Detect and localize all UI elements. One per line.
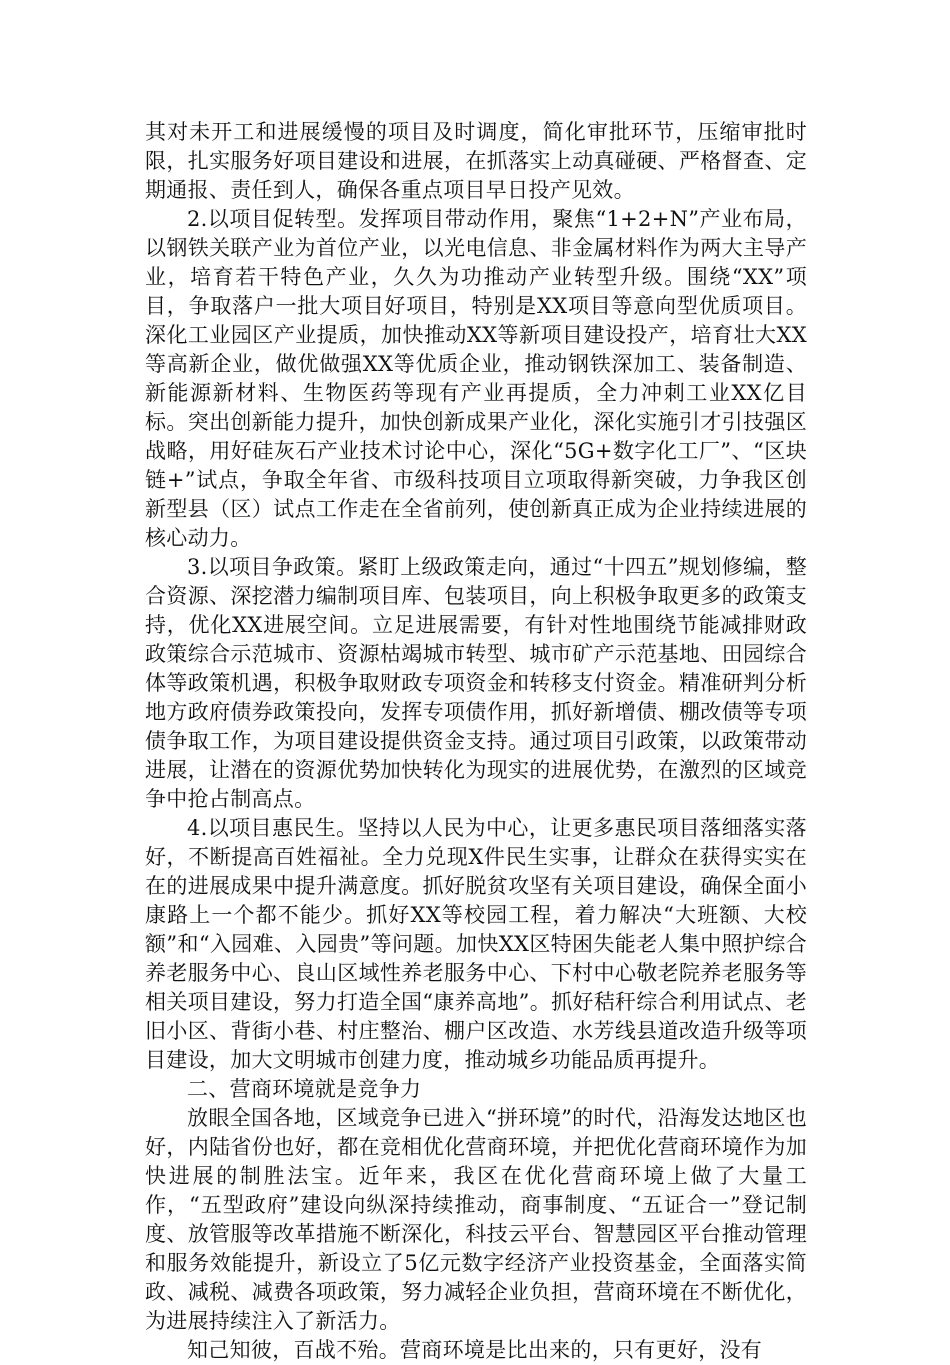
section-heading: 二、营商环境就是竞争力 xyxy=(187,1077,422,1101)
paragraph-project-policy: 3.以项目争政策。紧盯上级政策走向，通过“十四五”规划修编，整合资源、深挖潜力编制项目库、包装项目，向上积极争取更多的政策支持，优化XX进展空间。立足进展需要，有针对性地围绕节能减排财政政策综合示范城市、资源枯竭城市转型、城市矿产示范基地、田园综合体等政策机遇，积极争取财政专项资金和转移支付资金。精准研判分析地方政府债券政策投向，发挥专项债作用，抓好新增债、棚改债等专项债争取工作，为项目建设提供资金支持。通过项目引政策，以政策带动进展，让潜在的资源优势加快转化为现实的进展优势，在激烈的区域竞争中抢占制高点。 xyxy=(145,555,807,811)
paragraph-business-environment: 放眼全国各地，区域竞争已进入“拼环境”的时代，沿海发达地区也好，内陆省份也好，都在竞相优化营商环境，并把优化营商环境作为加快进展的制胜法宝。近年来，我区在优化营商环境上做了大量工作，“五型政府”建设向纵深持续推动，商事制度、“五证合一”登记制度、放管服等改革措施不断深化，科技云平台、智慧园区平台推动管理和服务效能提升，新设立了5亿元数字经济产业投资基金，全面落实简政、减税、减费各项政策，努力减轻企业负担，营商环境在不断优化，为进展持续注入了新活力。 xyxy=(145,1106,807,1333)
document-body xyxy=(145,118,807,1365)
paragraph-project-livelihood: 4.以项目惠民生。坚持以人民为中心，让更多惠民项目落细落实落好，不断提高百姓福祉。全力兑现X件民生实事，让群众在获得实实在在的进展成果中提升满意度。抓好脱贫攻坚有关项目建设，确保全面小康路上一个都不能少。抓好XX等校园工程，着力解决“大班额、大校额”和“入园难、入园贵”等问题。加快XX区特困失能老人集中照护综合养老服务中心、良山区域性养老服务中心、下村中心敬老院养老服务等相关项目建设，努力打造全国“康养高地”。抓好秸秆综合利用试点、老旧小区、背街小巷、村庄整治、棚户区改造、水芳线县道改造升级等项目建设，加大文明城市创建力度，推动城乡功能品质再提升。 xyxy=(145,816,807,1072)
paragraph-know-yourself: 知己知彼，百战不殆。营商环境是比出来的，只有更好，没有 xyxy=(187,1338,763,1362)
paragraph-continuation: 其对未开工和进展缓慢的项目及时调度，简化审批环节，压缩审批时限，扎实服务好项目建设和进展，在抓落实上动真碰硬、严格督查、定期通报、责任到人，确保各重点项目早日投产见效。 xyxy=(145,120,807,202)
paragraph-project-transformation: 2.以项目促转型。发挥项目带动作用，聚焦“1+2+N”产业布局，以钢铁关联产业为首位产业，以光电信息、非金属材料作为两大主导产业，培育若干特色产业，久久为功推动产业转型升级。围绕“XX”项目，争取落户一批大项目好项目，特别是XX项目等意向型优质项目。深化工业园区产业提质，加快推动XX等新项目建设投产，培育壮大XX等高新企业，做优做强XX等优质企业，推动钢铁深加工、装备制造、新能源新材料、生物医药等现有产业再提质，全力冲刺工业XX亿目标。突出创新能力提升，加快创新成果产业化，深化实施引才引技强区战略，用好硅灰石产业技术讨论中心，深化“5G+数字化工厂”、“区块链+”试点，争取全年省、市级科技项目立项取得新突破，力争我区创新型县（区）试点工作走在全省前列，使创新真正成为企业持续进展的核心动力。 xyxy=(145,207,807,550)
